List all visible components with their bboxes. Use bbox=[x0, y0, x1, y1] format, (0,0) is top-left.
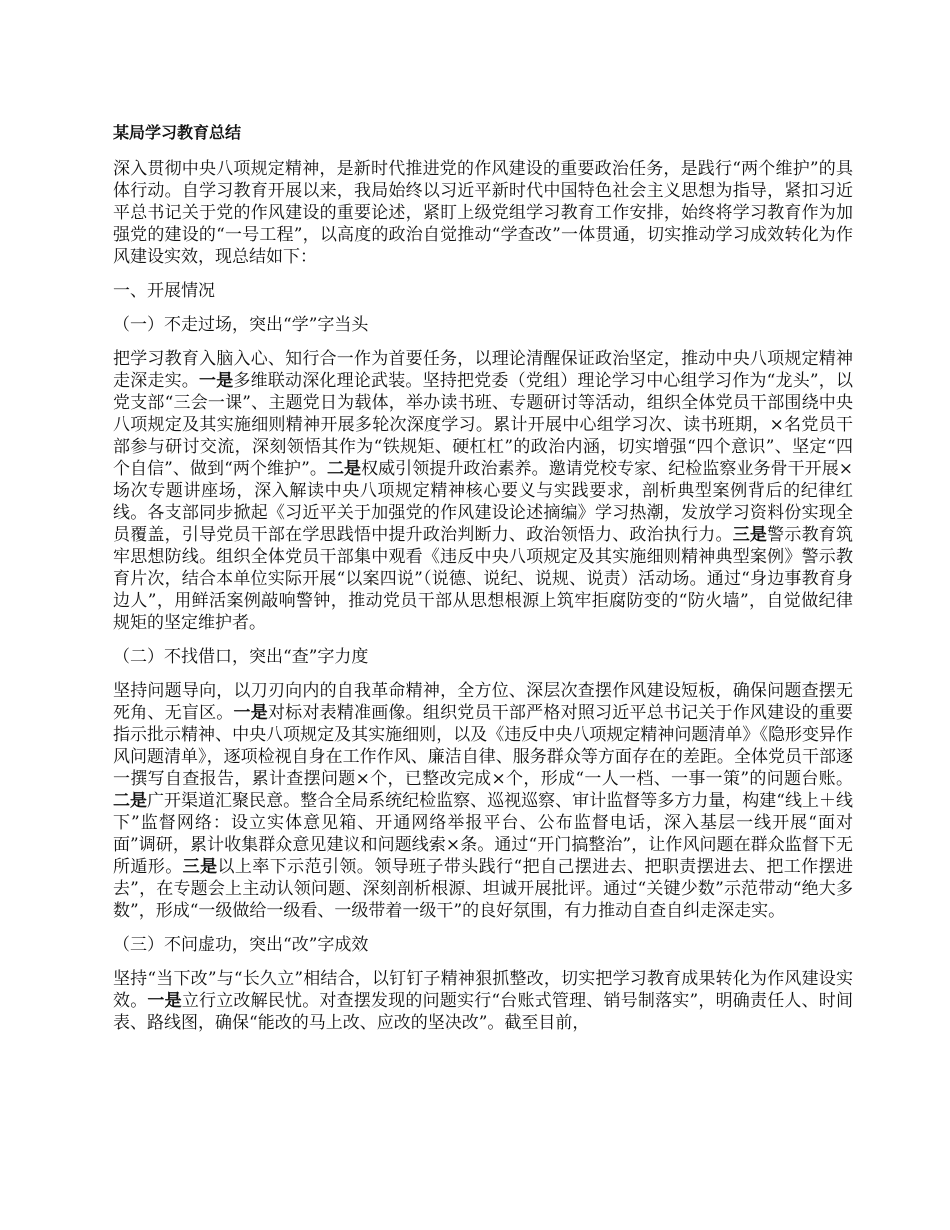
paragraph-text: 多维联动深化理论武装。坚持把党委（党组）理论学习中心组学习作为“龙头”，以党支部“三会一课”、主题党日为载体，举办读书班、专题研讨等活动，组织全体党员干部围绕中央八项规定及其实施细则精神开展多轮次深度学习。累计开展中心组学习次、读书班期，×名党员干部参与研讨交流，深刻领悟其作为“铁规矩、硬杠杠”的政治内涵，切实增强“四个意识”、坚定“四个自信”、做到“两个维护”。 bbox=[113, 371, 854, 479]
subsection-3-paragraph bbox=[113, 968, 853, 1034]
point-marker: 二是 bbox=[113, 791, 148, 811]
subsection-heading-1: （一）不走过场，突出“学”字当头 bbox=[113, 315, 369, 335]
document-title: 某局学习教育总结 bbox=[113, 123, 242, 142]
point-marker: 一是 bbox=[199, 371, 234, 391]
document-page bbox=[113, 122, 853, 1046]
point-marker: 一是 bbox=[147, 991, 182, 1011]
paragraph-text: 权威引领提升政治素养。邀请党校专家、纪检监察业务骨干开展×场次专题讲座场，深入解读中央八项规定精神核心要义与实践要求，剖析典型案例背后的纪律红线。各支部同步掀起《习近平关于加强党的作风建设论述摘编》学习热潮，发放学习资料份实现全员覆盖，引导党员干部在学思践悟中提升政治判断力、政治领悟力、政治执行力。 bbox=[113, 459, 854, 545]
paragraph-text: 对标对表精准画像。组织党员干部严格对照习近平总书记关于作风建设的重要指示批示精神、中央八项规定及其实施细则，以及《违反中央八项规定精神问题清单》《隐形变异作风问题清单》，逐项检视自身在工作作风、廉洁自律、服务群众等方面存在的差距。全体党员干部逐一撰写自查报告，累计查摆问题×个，已整改完成×个，形成“一人一档、一事一策”的问题台账。 bbox=[113, 703, 854, 789]
section-heading-1: 一、开展情况 bbox=[113, 281, 215, 301]
paragraph-text: 把学习教育入脑入心、知行合一作为首要任务，以理论清醒保证政治坚定，推动中央八项规定精神走深走实。 bbox=[113, 349, 853, 391]
point-marker: 三是 bbox=[182, 857, 218, 877]
subsection-heading-3: （三）不问虚功，突出“改”字成效 bbox=[113, 935, 369, 955]
paragraph-text: 广开渠道汇聚民意。整合全局系统纪检监察、巡视巡察、审计监督等多方力量，构建“线上＋线下”监督网络：设立实体意见箱、开通网络举报平台、公布监督电话，深入基层一线开展“面对面”调研，累计收集群众意见建议和问题线索×条。通过“开门搞整治”，让作风问题在群众监督下无所遁形。 bbox=[113, 791, 853, 877]
paragraph-text: 立行立改解民忧。对查摆发现的问题实行“台账式管理、销号制落实”，明确责任人、时间表、路线图，确保“能改的马上改、应改的坚决改”。截至目前， bbox=[113, 991, 854, 1033]
point-marker: 二是 bbox=[326, 459, 362, 479]
point-marker: 一是 bbox=[233, 703, 268, 723]
subsection-1-paragraph bbox=[113, 348, 853, 634]
intro-paragraph: 深入贯彻中央八项规定精神，是新时代推进党的作风建设的重要政治任务，是践行“两个维护”的具体行动。自学习教育开展以来，我局始终以习近平新时代中国特色社会主义思想为指导，紧扣习近平总书记关于党的作风建设的重要论述，紧盯上级党组学习教育工作安排，始终将学习教育作为加强党的建设的“一号工程”，以高度的政治自觉推动“学查改”一体贯通，切实推动学习成效转化为作风建设实效，现总结如下： bbox=[113, 159, 853, 267]
paragraph-text: 警示教育筑牢思想防线。组织全体党员干部集中观看《违反中央八项规定及其实施细则精神典型案例》警示教育片次，结合本单位实际开展“以案四说”（说德、说纪、说规、说责）活动场。通过“身边事教育身边人”，用鲜活案例敲响警钟，推动党员干部从思想根源上筑牢拒腐防变的“防火墙”，自觉做纪律规矩的坚定维护者。 bbox=[113, 525, 854, 633]
subsection-heading-2: （二）不找借口，突出“查”字力度 bbox=[113, 647, 369, 667]
paragraph-text: 坚持“当下改”与“长久立”相结合，以钉钉子精神狠抓整改，切实把学习教育成果转化为作风建设实效。 bbox=[113, 969, 853, 1011]
paragraph-text: 坚持问题导向，以刀刃向内的自我革命精神，全方位、深层次查摆作风建设短板，确保问题查摆无死角、无盲区。 bbox=[113, 681, 853, 723]
point-marker: 三是 bbox=[732, 525, 768, 545]
paragraph-text: 以上率下示范引领。领导班子带头践行“把自己摆进去、把职责摆进去、把工作摆进去”，在专题会上主动认领问题、深刻剖析根源、坦诚开展批评。通过“关键少数”示范带动“绝大多数”，形成“一级做给一级看、一级带着一级干”的良好氛围，有力推动自查自纠走深走实。 bbox=[113, 857, 853, 921]
subsection-2-paragraph bbox=[113, 680, 853, 922]
